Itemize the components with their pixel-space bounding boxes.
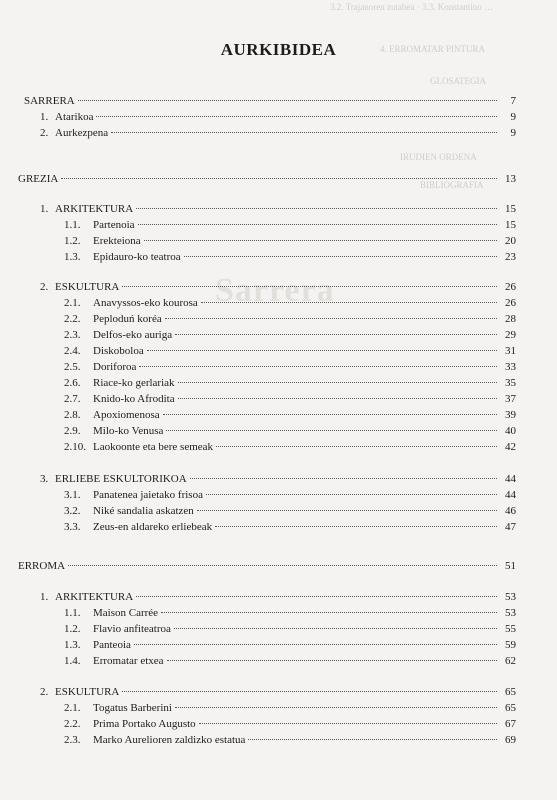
toc-number: 1.2. [64, 235, 81, 247]
toc-page-number: 26 [505, 297, 516, 309]
toc-number: 1. [40, 111, 49, 123]
toc-label: ARKITEKTURA [55, 203, 134, 215]
toc-label: SARRERA [24, 95, 75, 107]
toc-label: GREZIA [18, 173, 59, 185]
toc-page-number: 44 [505, 473, 516, 485]
dot-leader [68, 564, 497, 566]
dot-leader [216, 445, 497, 447]
dot-leader [166, 429, 497, 431]
toc-label: ERROMA [18, 560, 66, 572]
toc-label: Maison Carrée [93, 607, 159, 619]
toc-label: Marko Aurelioren zaldizko estatua [93, 734, 246, 746]
dot-leader [167, 659, 497, 661]
toc-number: 3. [40, 473, 49, 485]
toc-number: 1.3. [64, 251, 81, 263]
toc-page-number: 26 [505, 281, 516, 293]
toc-item [64, 295, 516, 311]
dot-leader [161, 611, 497, 613]
toc-page-number: 40 [505, 425, 516, 437]
dot-leader [175, 333, 497, 335]
toc-number: 3.2. [64, 505, 81, 517]
toc-label: Diskoboloa [93, 345, 144, 357]
dot-leader [138, 223, 497, 225]
toc-label: Doriforoa [93, 361, 137, 373]
toc-page-number: 47 [505, 521, 516, 533]
dot-leader [165, 317, 497, 319]
toc-number: 2.2. [64, 718, 81, 730]
toc-item [64, 249, 516, 265]
bleed-through-text: 4. ERROMATAR PINTURA [380, 44, 486, 54]
toc-number: 1.2. [64, 623, 81, 635]
toc-number: 2.4. [64, 345, 81, 357]
bleed-through-text: IRUDIEN ORDENA [400, 152, 477, 162]
toc-label: Togatus Barberini [93, 702, 172, 714]
toc-page-number: 15 [505, 203, 516, 215]
toc-item [64, 217, 516, 233]
toc-page-number: 15 [505, 219, 516, 231]
page-title: AURKIBIDEA [220, 40, 337, 59]
dot-leader [174, 627, 497, 629]
toc-item [64, 423, 516, 439]
toc-item [64, 605, 516, 621]
toc-page-number: 37 [505, 393, 516, 405]
toc-label: Panteoia [93, 639, 131, 651]
dot-leader [201, 301, 497, 303]
toc-item [64, 503, 516, 519]
toc-item [64, 343, 516, 359]
toc-label: Atarikoa [55, 111, 94, 123]
toc-item [64, 375, 516, 391]
toc-label: Anavyssos-eko kourosa [93, 297, 198, 309]
toc-number: 2.10. [64, 441, 86, 453]
toc-section-sarrera [24, 93, 516, 109]
toc-page-number: 7 [510, 95, 516, 107]
toc-number: 3.1. [64, 489, 81, 501]
toc-number: 2. [40, 127, 49, 139]
toc-page-number: 59 [505, 639, 516, 651]
dot-leader [139, 365, 497, 367]
toc-number: 2.1. [64, 297, 81, 309]
toc-page-number: 67 [505, 718, 516, 730]
dot-leader [134, 643, 497, 645]
toc-chapter [40, 684, 516, 700]
dot-leader [248, 738, 497, 740]
dot-leader [122, 690, 497, 692]
toc-page-number: 33 [505, 361, 516, 373]
toc-chapter [40, 279, 516, 295]
toc-item [64, 519, 516, 535]
toc-number: 1.4. [64, 655, 81, 667]
toc-page-number: 39 [505, 409, 516, 421]
toc-page-number: 13 [505, 173, 516, 185]
dot-leader [206, 493, 497, 495]
toc-label: Zeus-en aldareko erliebeak [93, 521, 213, 533]
toc-page-number: 9 [510, 111, 516, 123]
toc-label: Knido-ko Afrodita [93, 393, 175, 405]
toc-item [64, 621, 516, 637]
toc-page-number: 9 [510, 127, 516, 139]
toc-label: Riace-ko gerlariak [93, 377, 175, 389]
toc-page-number: 46 [505, 505, 516, 517]
toc-item [64, 439, 516, 455]
toc-label: ESKULTURA [55, 686, 120, 698]
toc-page-number: 28 [505, 313, 516, 325]
toc-label: Flavio anfiteatroa [93, 623, 171, 635]
toc-label: Apoxiomenosa [93, 409, 160, 421]
toc-label: Panatenea jaietako frisoa [93, 489, 203, 501]
dot-leader [111, 131, 497, 133]
toc-item [64, 653, 516, 669]
toc-page-number: 42 [505, 441, 516, 453]
toc-page-number: 20 [505, 235, 516, 247]
toc-item [40, 109, 516, 125]
toc-item [64, 359, 516, 375]
toc-chapter [40, 589, 516, 605]
dot-leader [197, 509, 497, 511]
toc-item [40, 125, 516, 141]
toc-label: ESKULTURA [55, 281, 120, 293]
bleed-through-text: BIBLIOGRAFIA [420, 180, 484, 190]
dot-leader [199, 722, 497, 724]
toc-item [64, 487, 516, 503]
toc-item [64, 327, 516, 343]
toc-label: Laokoonte eta bere semeak [93, 441, 214, 453]
toc-number: 1.1. [64, 607, 81, 619]
dot-leader [144, 239, 497, 241]
toc-number: 1. [40, 591, 49, 603]
toc-label: Erekteiona [93, 235, 141, 247]
dot-leader [163, 413, 497, 415]
toc-page-number: 31 [505, 345, 516, 357]
dot-leader [178, 397, 497, 399]
toc-section-grezia [18, 171, 516, 187]
toc-item [64, 716, 516, 732]
toc-page-number: 23 [505, 251, 516, 263]
toc-number: 2.9. [64, 425, 81, 437]
dot-leader [215, 525, 497, 527]
toc-chapter [40, 471, 516, 487]
toc-label: Delfos-eko auriga [93, 329, 173, 341]
toc-number: 2.2. [64, 313, 81, 325]
toc-page-number: 44 [505, 489, 516, 501]
toc-label: Niké sandalia askatzen [93, 505, 194, 517]
toc-page-number: 35 [505, 377, 516, 389]
toc-number: 2.3. [64, 329, 81, 341]
toc-label: ERLIEBE ESKULTORIKOA [55, 473, 187, 485]
dot-leader [96, 115, 497, 117]
toc-item [64, 311, 516, 327]
toc-number: 1.3. [64, 639, 81, 651]
toc-number: 2.3. [64, 734, 81, 746]
toc-label: Aurkezpena [55, 127, 109, 139]
toc-page-number: 65 [505, 686, 516, 698]
toc-label: Peploduń koréa [93, 313, 162, 325]
toc-section-erroma [18, 558, 516, 574]
toc-item [64, 732, 516, 748]
bleed-through-text: 3.2. Trajanoren zutabea · 3.3. Konstantino … [330, 2, 493, 12]
toc-number: 3.3. [64, 521, 81, 533]
dot-leader [184, 255, 497, 257]
dot-leader [178, 381, 497, 383]
toc-page-number: 53 [505, 607, 516, 619]
toc-label: Epidauro-ko teatroa [93, 251, 181, 263]
toc-number: 2. [40, 686, 49, 698]
toc-number: 2.7. [64, 393, 81, 405]
toc-label: Prima Portako Augusto [93, 718, 196, 730]
toc-page-number: 53 [505, 591, 516, 603]
dot-leader [122, 285, 497, 287]
toc-chapter [40, 201, 516, 217]
toc-number: 1.1. [64, 219, 81, 231]
bleed-through-heading: Sarrera [215, 272, 335, 309]
dot-leader [147, 349, 497, 351]
toc-page-number: 55 [505, 623, 516, 635]
toc-number: 1. [40, 203, 49, 215]
toc-page-number: 65 [505, 702, 516, 714]
toc-number: 2.5. [64, 361, 81, 373]
toc-label: ARKITEKTURA [55, 591, 134, 603]
toc-page-number: 51 [505, 560, 516, 572]
bleed-through-text: GLOSATEGIA [430, 76, 486, 86]
toc-label: Milo-ko Venusa [93, 425, 164, 437]
dot-leader [175, 706, 497, 708]
dot-leader [190, 477, 497, 479]
toc-page-number: 69 [505, 734, 516, 746]
toc-number: 2. [40, 281, 49, 293]
toc-item [64, 700, 516, 716]
toc-number: 2.8. [64, 409, 81, 421]
toc-number: 2.6. [64, 377, 81, 389]
toc-number: 2.1. [64, 702, 81, 714]
toc-label: Erromatar etxea [93, 655, 164, 667]
toc-item [64, 391, 516, 407]
toc-label: Partenoia [93, 219, 135, 231]
dot-leader [61, 177, 497, 179]
toc-page-number: 62 [505, 655, 516, 667]
toc-item [64, 233, 516, 249]
toc-item [64, 407, 516, 423]
dot-leader [78, 99, 497, 101]
toc-item [64, 637, 516, 653]
dot-leader [136, 207, 497, 209]
toc-page-number: 29 [505, 329, 516, 341]
dot-leader [136, 595, 497, 597]
